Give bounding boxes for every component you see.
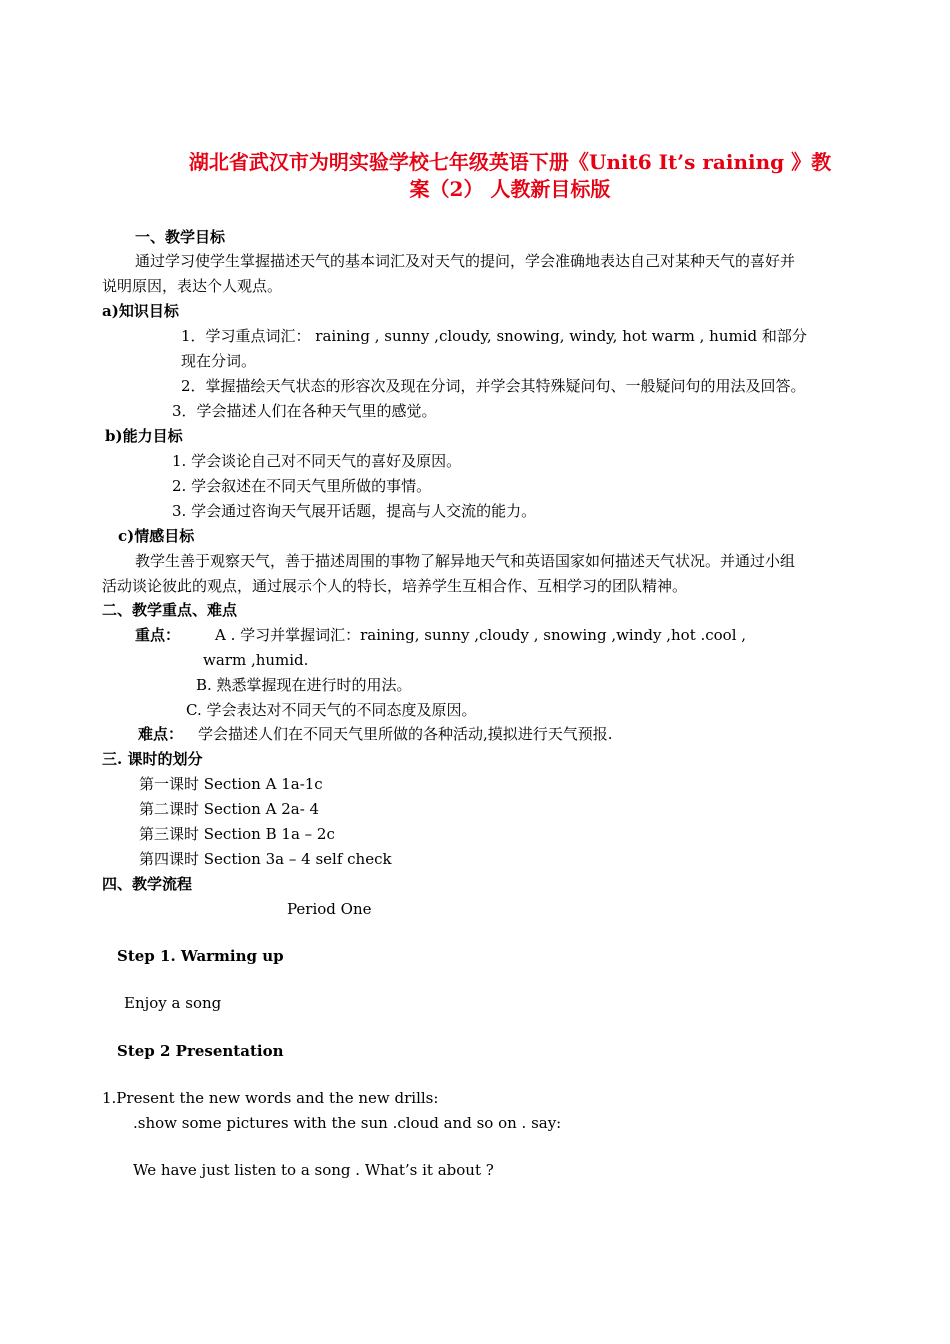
ability-goals-heading: b)能力目标 — [105, 427, 183, 445]
ability-goal-2: 2. 学会叙述在不同天气里所做的事情。 — [172, 477, 432, 495]
key-point-b: B. 熟悉掌握现在进行时的用法。 — [196, 676, 412, 694]
knowledge-goal-2: 2．掌握描绘天气状态的形容次及现在分词，并学会其特殊疑问句、一般疑问句的用法及回答。 — [181, 377, 806, 395]
emotion-goals-heading: c)情感目标 — [118, 527, 195, 545]
step-2-heading: Step 2 Presentation — [117, 1042, 284, 1060]
section-2-heading: 二、教学重点、难点 — [102, 601, 238, 619]
key-point-c: C. 学会表达对不同天气的不同态度及原因。 — [186, 701, 477, 719]
ability-goal-1: 1. 学会谈论自己对不同天气的喜好及原因。 — [172, 452, 462, 470]
key-point-a-line-2: warm ,humid. — [203, 651, 309, 669]
section-3-heading: 三. 课时的划分 — [102, 750, 203, 768]
step-1-text: Enjoy a song — [124, 994, 222, 1012]
section-1-heading: 一、教学目标 — [135, 228, 226, 246]
period-4: 第四课时 Section 3a – 4 self check — [139, 850, 392, 868]
presentation-item-1-question: We have just listen to a song . What’s it about ? — [133, 1161, 494, 1179]
knowledge-goals-heading: a)知识目标 — [102, 302, 179, 320]
knowledge-goal-3: 3．学会描述人们在各种天气里的感觉。 — [172, 402, 437, 420]
step-1-heading: Step 1. Warming up — [117, 947, 284, 965]
presentation-item-1-detail: .show some pictures with the sun .cloud and so on . say: — [133, 1114, 562, 1132]
period-3: 第三课时 Section B 1a – 2c — [139, 825, 335, 843]
difficulty-text: 学会描述人们在不同天气里所做的各种活动,摸拟进行天气预报. — [198, 725, 613, 743]
period-one-heading: Period One — [287, 900, 372, 918]
key-points-label: 重点： — [135, 626, 181, 644]
knowledge-goal-1-line-2: 现在分词。 — [181, 352, 257, 370]
emotion-goals-line-1: 教学生善于观察天气，善于描述周围的事物了解异地天气和英语国家如何描述天气状况。并通过小组 — [135, 552, 796, 570]
knowledge-goal-1-line-1: 1．学习重点词汇： raining , sunny ,cloudy, snowing, windy, hot warm , humid 和部分 — [181, 327, 807, 345]
section-4-heading: 四、教学流程 — [102, 875, 193, 893]
period-1: 第一课时 Section A 1a-1c — [139, 775, 323, 793]
difficulty-label: 难点： — [138, 725, 184, 743]
section-1-intro-line-1: 通过学习使学生掌握描述天气的基本词汇及对天气的提问，学会准确地表达自己对某种天气的喜好并 — [135, 252, 796, 270]
presentation-item-1: 1.Present the new words and the new drills: — [102, 1089, 439, 1107]
document-title-line-1: 湖北省武汉市为明实验学校七年级英语下册《Unit6 It’s raining 》教 — [188, 150, 832, 174]
section-1-intro-line-2: 说明原因，表达个人观点。 — [102, 277, 283, 295]
period-2: 第二课时 Section A 2a- 4 — [139, 800, 320, 818]
key-point-a-line-1: A . 学习并掌握词汇：raining, sunny ,cloudy , snowing ,windy ,hot .cool , — [215, 626, 747, 644]
ability-goal-3: 3. 学会通过咨询天气展开话题，提高与人交流的能力。 — [172, 502, 537, 520]
emotion-goals-line-2: 活动谈论彼此的观点，通过展示个人的特长，培养学生互相合作、互相学习的团队精神。 — [102, 577, 688, 595]
document-title-line-2: 案（2） 人教新目标版 — [409, 177, 611, 201]
